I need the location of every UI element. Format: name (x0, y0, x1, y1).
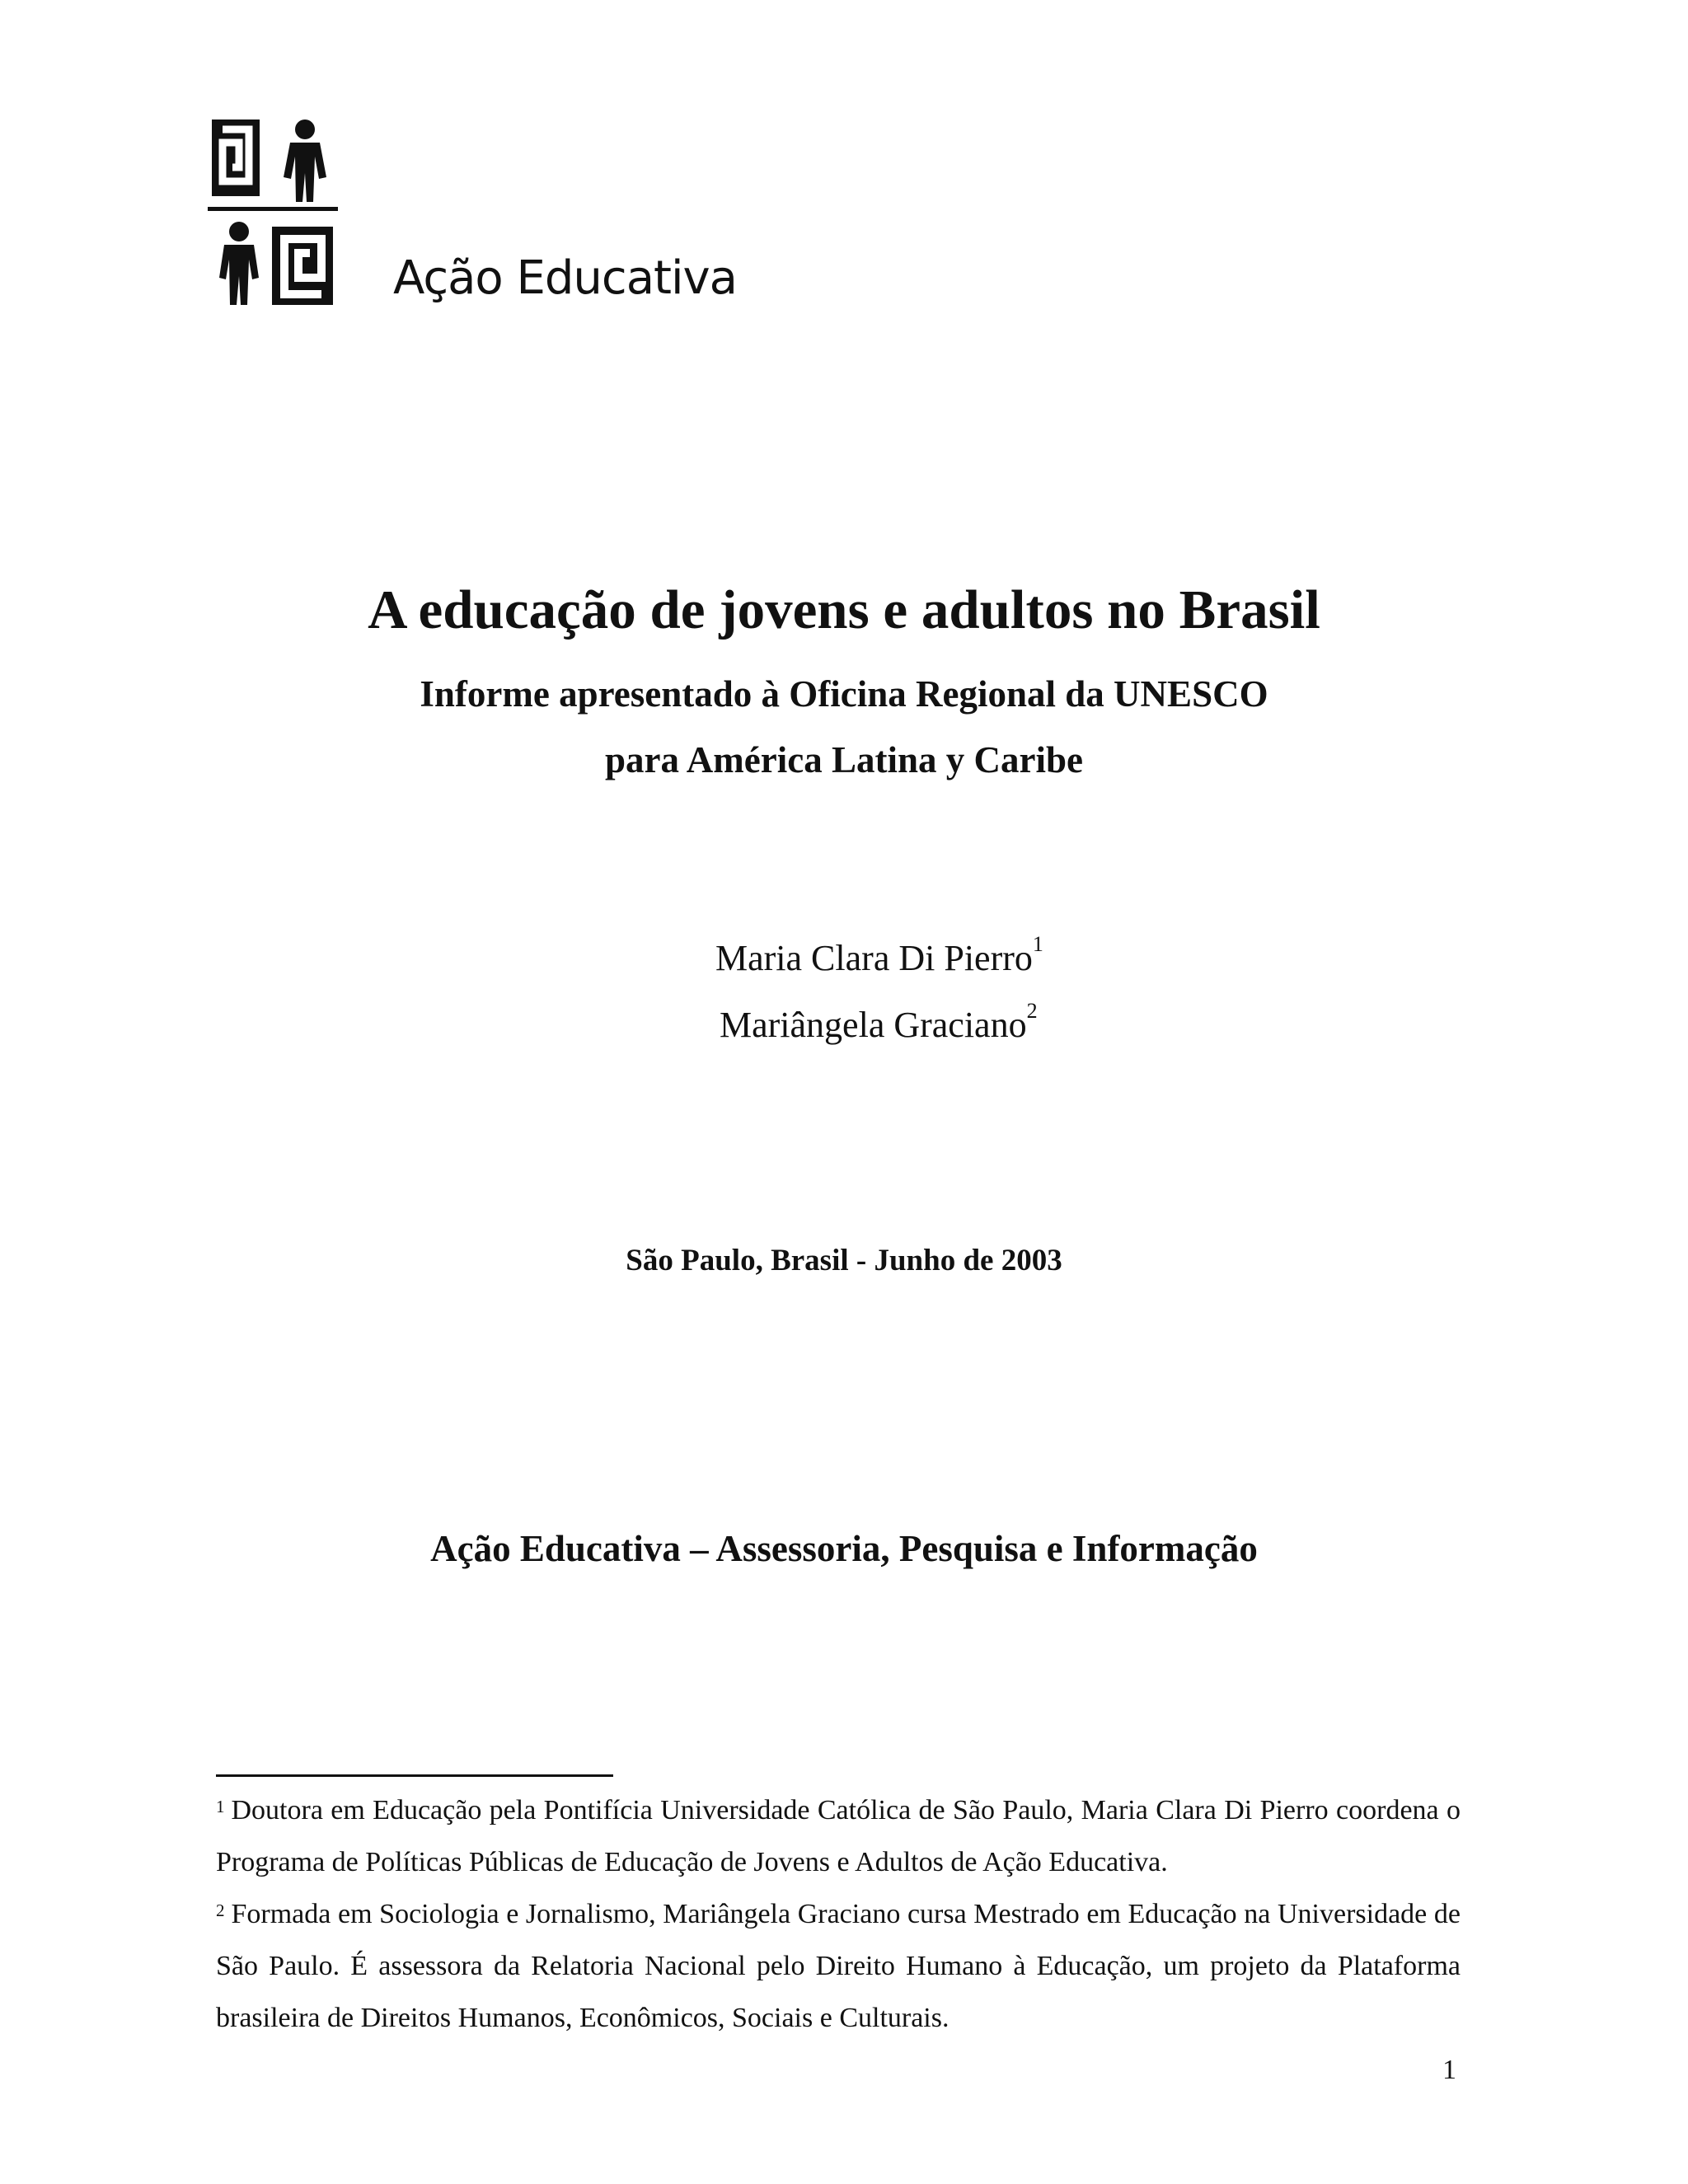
author-2 (720, 999, 1038, 1046)
author-2-footnote-marker: 2 (1026, 999, 1038, 1023)
footnote-1-text: Doutora em Educação pela Pontifícia Universidade Católica de São Paulo, Maria Clara Di Pierro coordena o Programa de Políticas Públicas de Educação de Jovens e Adultos de Ação Educativa. (216, 1795, 1461, 1877)
footnotes (216, 1784, 1461, 2044)
author-2-name: Mariângela Graciano (720, 1005, 1027, 1045)
author-1-footnote-marker: 1 (1032, 932, 1043, 956)
document-title: A educação de jovens e adultos no Brasil (368, 579, 1320, 640)
document-subtitle-line-1: Informe apresentado à Oficina Regional da UNESCO (420, 673, 1268, 715)
logo-brand-name: Ação Educativa (393, 251, 737, 305)
footnote-1 (216, 1784, 1461, 1888)
page-number: 1 (1442, 2055, 1456, 2085)
organization-name: Ação Educativa – Assessoria, Pesquisa e Informação (430, 1528, 1258, 1569)
place-and-date: São Paulo, Brasil - Junho de 2003 (626, 1244, 1062, 1277)
author-1 (715, 932, 1043, 979)
footnote-1-marker: 1 (216, 1797, 225, 1816)
acao-educativa-logo-mark-icon (206, 120, 346, 309)
footnote-divider (216, 1774, 613, 1777)
organization-logo (206, 120, 737, 309)
footnote-2 (216, 1888, 1461, 2044)
footnote-2-marker: 2 (216, 1900, 225, 1920)
author-1-name: Maria Clara Di Pierro (715, 938, 1033, 978)
footnote-2-text: Formada em Sociologia e Jornalismo, Mariângela Graciano cursa Mestrado em Educação na Universidade de São Paulo. É assessora da Relatoria Nacional pelo Direito Humano à Educação, um projeto da Plataforma brasileira de Direitos Humanos, Econômicos, Sociais e Culturais. (216, 1899, 1461, 2033)
document-subtitle-line-2: para América Latina y Caribe (605, 739, 1083, 780)
